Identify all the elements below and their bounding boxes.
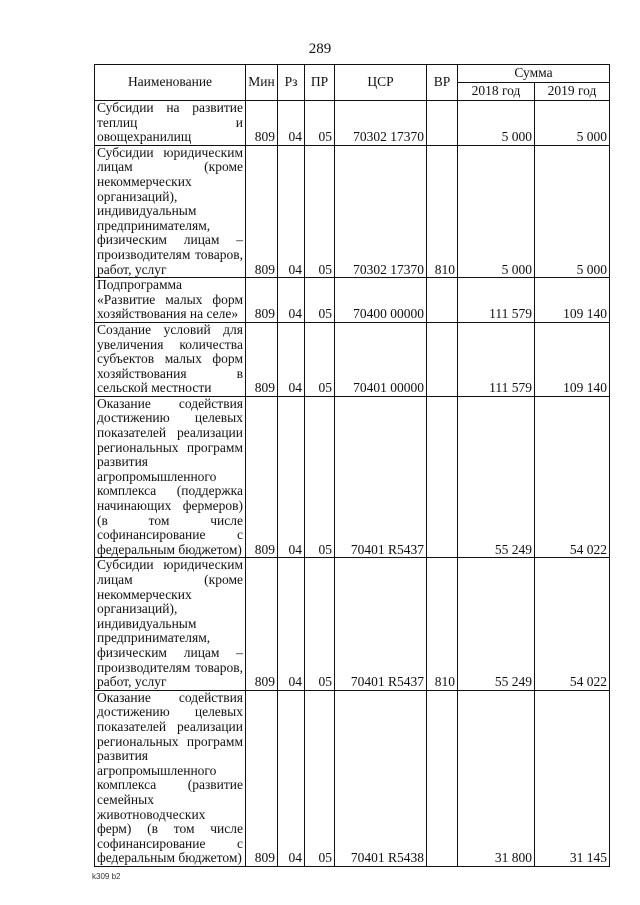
header-name: Наименование <box>95 65 246 101</box>
row-min: 809 <box>246 558 278 690</box>
row-rz: 04 <box>278 558 305 690</box>
row-min: 809 <box>246 396 278 558</box>
row-vr <box>427 278 458 323</box>
row-rz: 04 <box>278 278 305 323</box>
row-pr: 05 <box>305 558 335 690</box>
row-rz: 04 <box>278 101 305 146</box>
row-sum-2018: 5 000 <box>458 101 535 146</box>
row-name: Создание условий для увеличения количества субъектов малых форм хозяйствования в сельской местности <box>95 322 246 396</box>
row-pr: 05 <box>305 396 335 558</box>
row-sum-2019: 31 145 <box>535 690 610 866</box>
row-sum-2019: 54 022 <box>535 558 610 690</box>
table-row <box>95 396 610 558</box>
row-vr <box>427 396 458 558</box>
row-sum-2019: 54 022 <box>535 396 610 558</box>
row-csr: 70401 R5437 <box>335 396 427 558</box>
row-sum-2018: 55 249 <box>458 396 535 558</box>
row-csr: 70302 17370 <box>335 145 427 277</box>
table-body <box>95 101 610 867</box>
row-vr: 810 <box>427 145 458 277</box>
header-pr: ПР <box>305 65 335 101</box>
row-name: Оказание содействия достижению целевых показателей реализации региональных программ развития агропромышленного комплекса (поддержка начинающих фермеров) (в том числе софинансирование с федеральным бюджетом) <box>95 396 246 558</box>
row-csr: 70400 00000 <box>335 278 427 323</box>
table-row <box>95 145 610 277</box>
row-pr: 05 <box>305 690 335 866</box>
row-pr: 05 <box>305 145 335 277</box>
row-name: Оказание содействия достижению целевых показателей реализации региональных программ развития агропромышленного комплекса (развитие семейных животноводческих ферм) (в том числе софинансирование с федеральным бюджетом) <box>95 690 246 866</box>
row-sum-2019: 5 000 <box>535 145 610 277</box>
header-vr: ВР <box>427 65 458 101</box>
row-sum-2018: 111 579 <box>458 322 535 396</box>
row-csr: 70401 R5438 <box>335 690 427 866</box>
row-csr: 70302 17370 <box>335 101 427 146</box>
row-sum-2019: 5 000 <box>535 101 610 146</box>
row-name: Подпрограмма «Развитие малых форм хозяйствования на селе» <box>95 278 246 323</box>
row-sum-2018: 111 579 <box>458 278 535 323</box>
row-pr: 05 <box>305 278 335 323</box>
table-row <box>95 322 610 396</box>
table-row <box>95 101 610 146</box>
row-name: Субсидии на развитие теплиц и овощехранилищ <box>95 101 246 146</box>
row-csr: 70401 00000 <box>335 322 427 396</box>
table-row <box>95 558 610 690</box>
row-sum-2019: 109 140 <box>535 278 610 323</box>
header-min: Мин <box>246 65 278 101</box>
header-year-2019: 2019 год <box>535 83 610 101</box>
row-min: 809 <box>246 322 278 396</box>
budget-table <box>94 64 610 867</box>
header-rz: Рз <box>278 65 305 101</box>
row-csr: 70401 R5437 <box>335 558 427 690</box>
header-year-2018: 2018 год <box>458 83 535 101</box>
table-row <box>95 278 610 323</box>
row-sum-2018: 55 249 <box>458 558 535 690</box>
row-vr: 810 <box>427 558 458 690</box>
row-min: 809 <box>246 278 278 323</box>
row-name: Субсидии юридическим лицам (кроме некоммерческих организаций), индивидуальным предпринимателям, физическим лицам – производителям товаров, работ, услуг <box>95 558 246 690</box>
row-vr <box>427 322 458 396</box>
row-min: 809 <box>246 690 278 866</box>
row-vr <box>427 101 458 146</box>
row-pr: 05 <box>305 101 335 146</box>
row-rz: 04 <box>278 145 305 277</box>
row-rz: 04 <box>278 322 305 396</box>
table-row <box>95 690 610 866</box>
footer-stamp: k309 b2 <box>92 872 121 881</box>
row-vr <box>427 690 458 866</box>
row-sum-2019: 109 140 <box>535 322 610 396</box>
page-number: 289 <box>308 41 332 57</box>
row-sum-2018: 31 800 <box>458 690 535 866</box>
row-name: Субсидии юридическим лицам (кроме некоммерческих организаций), индивидуальным предпринимателям, физическим лицам – производителям товаров, работ, услуг <box>95 145 246 277</box>
row-min: 809 <box>246 145 278 277</box>
row-rz: 04 <box>278 396 305 558</box>
row-rz: 04 <box>278 690 305 866</box>
header-csr: ЦСР <box>335 65 427 101</box>
table-header <box>95 65 610 101</box>
row-sum-2018: 5 000 <box>458 145 535 277</box>
row-pr: 05 <box>305 322 335 396</box>
header-sum: Сумма <box>458 65 610 83</box>
row-min: 809 <box>246 101 278 146</box>
